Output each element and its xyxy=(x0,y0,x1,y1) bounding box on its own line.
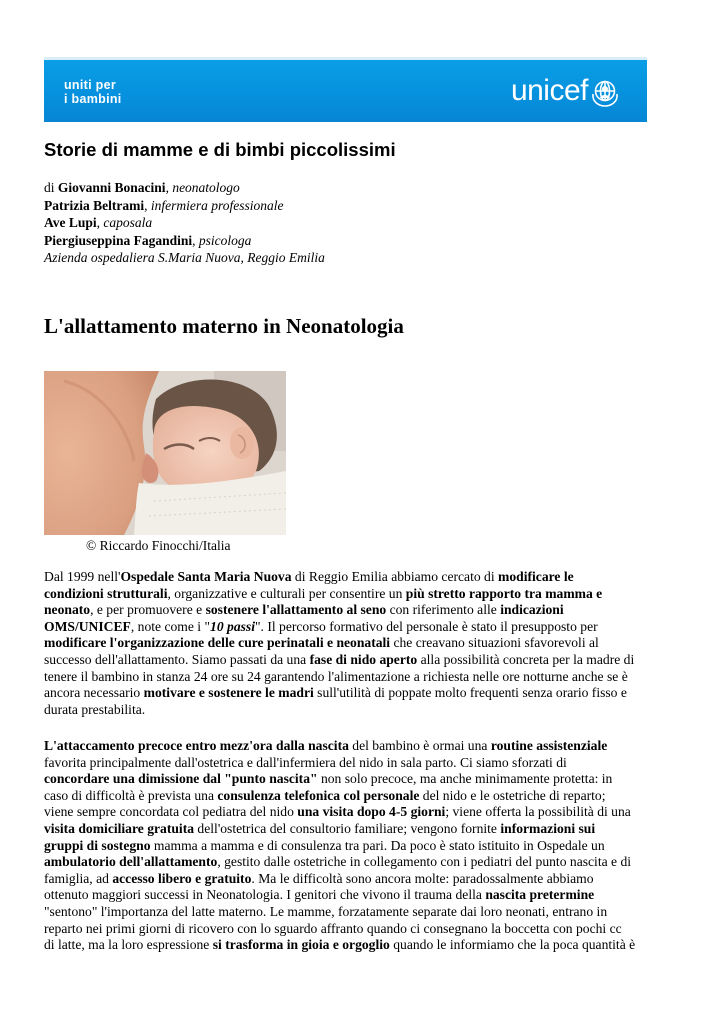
tagline-line: i bambini xyxy=(64,92,122,106)
emphasis: accesso libero e gratuito xyxy=(112,870,252,886)
emphasis: Ospedale Santa Maria Nuova xyxy=(120,569,292,584)
emphasis: ambulatorio dell'allattamento xyxy=(44,854,218,870)
credit-line: Piergiuseppina Fagandini, psicologa xyxy=(44,232,252,248)
text-line: caso di difficoltà è prevista una consulenza telefonica col personale del nido e le ostetriche di reparto; xyxy=(44,787,606,803)
emphasis: nascita pretermine xyxy=(485,887,595,903)
text-line: concordare una dimissione dal "punto nascita" non solo precoce, ma anche minimamente protetta: in xyxy=(44,771,613,787)
text-line: di latte, ma la loro espressione si trasforma in gioia e orgoglio quando le informiamo che la poca quantità è xyxy=(44,937,636,953)
emphasis: consulenza telefonica col personale xyxy=(217,787,420,803)
author-role: infermiera professionale xyxy=(150,197,284,213)
emphasis: routine assistenziale xyxy=(490,738,608,753)
author-name: Patrizia Beltrami xyxy=(44,197,145,213)
author-name: Ave Lupi xyxy=(44,215,97,230)
emphasis: concordare una dimissione dal "punto nascita" xyxy=(44,771,318,787)
article-heading: L'allattamento materno in Neonatologia xyxy=(44,314,404,338)
emphasis: visita domiciliare gratuita xyxy=(44,820,195,836)
text-line: durata prestabilita. xyxy=(44,701,146,717)
credit-prefix: di xyxy=(44,180,58,195)
emphasis: neonato xyxy=(44,602,91,618)
emphasis: sostenere l'allattamento al seno xyxy=(205,602,387,618)
author-name: Piergiuseppina Fagandini xyxy=(44,232,193,248)
emphasis: fase di nido aperto xyxy=(309,651,418,667)
tagline-line: uniti per xyxy=(64,78,117,92)
text-line: gruppi di sostegno mamma a mamma e di consulenza tra pari. Da poco è stato istituito in Ospedale un xyxy=(44,837,605,853)
text-line: OMS/UNICEF, note come i "10 passi". Il percorso formativo del personale è stato il presupposto per xyxy=(44,618,598,634)
author-name: Giovanni Bonacini xyxy=(57,180,166,195)
text-line: neonato, e per promuovere e sostenere l'allattamento al seno con riferimento alle indicazioni xyxy=(44,602,564,618)
photo-caption: © Riccardo Finocchi/Italia xyxy=(86,538,231,553)
emphasis: una visita dopo 4-5 giorni xyxy=(297,804,446,820)
paragraph-attachment xyxy=(44,738,684,954)
author-role: neonatologo xyxy=(172,180,240,195)
unicef-emblem-icon xyxy=(589,76,621,108)
emphasis: si trasforma in gioia e orgoglio xyxy=(212,937,390,953)
emphasis: informazioni sui xyxy=(500,820,596,836)
emphasis: indicazioni xyxy=(500,602,564,618)
text-line: modificare l'organizzazione delle cure perinatali e neonatali che creavano situazioni sfavorevoli al xyxy=(44,635,599,651)
page-title: Storie di mamme e di bimbi piccolissimi xyxy=(44,139,396,160)
unicef-logo xyxy=(511,74,621,108)
text-line: reparto nei primi giorni di ricovero con lo sguardo affranto quando ci consegnano la boccetta con pochi cc xyxy=(44,920,622,936)
text-line: Dal 1999 nell'Ospedale Santa Maria Nuova di Reggio Emilia abbiamo cercato di modificare le xyxy=(44,569,574,584)
text-line: viene sempre concordata col pediatra del nido una visita dopo 4-5 giorni; viene offerta la possibilità di una xyxy=(44,804,631,820)
emphasis-italic: 10 passi xyxy=(210,618,255,634)
text-line: ancora necessario motivare e sostenere le madri sull'utilità di poppate molto frequenti senza orario fisso e xyxy=(44,685,627,701)
author-credits xyxy=(44,179,325,267)
text-line: successo dell'allattamento. Siamo passati da una fase di nido aperto alla possibilità concreta per la madre di xyxy=(44,651,635,667)
breastfeeding-photo xyxy=(44,371,286,535)
text-line: visita domiciliare gratuita dell'ostetrica del consultorio familiare; vengono fornite informazioni sui xyxy=(44,820,596,836)
credit-line: Ave Lupi, caposala xyxy=(44,215,153,230)
emphasis: L'attaccamento precoce entro mezz'ora dalla nascita xyxy=(44,738,349,753)
unicef-banner xyxy=(44,57,647,122)
emphasis: OMS/UNICEF xyxy=(44,618,131,634)
text-line: L'attaccamento precoce entro mezz'ora dalla nascita del bambino è ormai una routine assistenziale xyxy=(44,738,608,753)
text-line: tenere il bambino in stanza 24 ore su 24 garantendo l'alimentazione a richiesta nelle ore notturne anche se è xyxy=(44,668,628,684)
emphasis: modificare l'organizzazione delle cure perinatali e neonatali xyxy=(44,635,391,651)
text-line: ambulatorio dell'allattamento, gestito dalle ostetriche in collegamento con i pediatri del punto nascita e di xyxy=(44,854,632,870)
text-line: "sentono" l'importanza del latte materno. Le mamme, forzatamente separate dai loro neonati, entrano in xyxy=(44,903,608,919)
author-role: caposala xyxy=(103,215,153,230)
banner-tagline xyxy=(64,78,122,106)
text-line: favorita principalmente dall'ostetrica e dall'infermiera del nido in sala parto. Ci siamo sforzati di xyxy=(44,754,567,770)
text-line: condizioni strutturali, organizzative e culturali per consentire un più stretto rapporto tra mamma e xyxy=(44,585,603,601)
institution: Azienda ospedaliera S.Maria Nuova, Reggio Emilia xyxy=(44,250,325,265)
emphasis: motivare e sostenere le madri xyxy=(143,685,314,701)
text-line: famiglia, ad accesso libero e gratuito. Ma le difficoltà sono ancora molte: paradossalmente abbiamo xyxy=(44,870,594,886)
author-role: psicologa xyxy=(198,232,252,248)
emphasis: gruppi di sostegno xyxy=(44,837,151,853)
paragraph-intro xyxy=(44,569,684,718)
unicef-wordmark: unicef xyxy=(510,74,588,107)
emphasis: più stretto rapporto tra mamma e xyxy=(405,585,603,601)
credit-line xyxy=(44,249,325,267)
credit-line: di Giovanni Bonacini, neonatologo xyxy=(44,180,240,195)
emphasis: modificare le xyxy=(498,569,574,584)
emphasis: condizioni strutturali xyxy=(44,585,168,601)
credit-line: Patrizia Beltrami, infermiera professionale xyxy=(44,197,284,213)
text-line: ottenuto maggiori successi in Neonatologia. I genitori che vivono il trauma della nascita pretermine xyxy=(44,887,595,903)
